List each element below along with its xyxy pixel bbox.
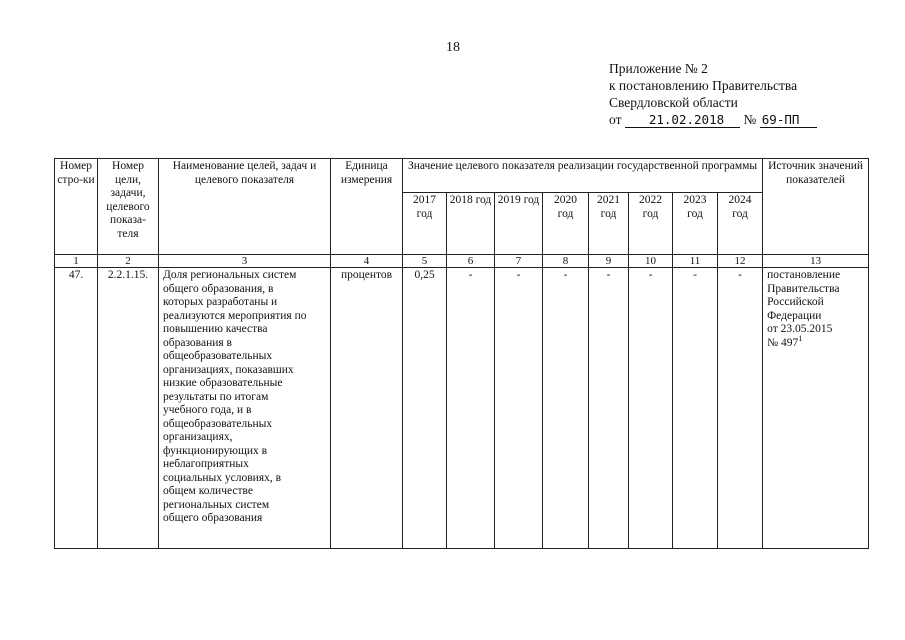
column-number: 8 xyxy=(543,255,589,268)
indicator-table xyxy=(54,158,869,549)
column-number-row xyxy=(55,255,869,268)
appendix-title: Приложение № 2 xyxy=(609,61,708,76)
date-prefix: от xyxy=(609,112,622,127)
unit: процентов xyxy=(331,268,403,549)
value-2022: - xyxy=(629,268,673,549)
table-row xyxy=(55,268,869,549)
header-row xyxy=(55,159,869,193)
appendix-header xyxy=(609,60,817,128)
header-year: 2019 год xyxy=(495,193,543,255)
header-name: Наименование целей, задач и целевого показателя xyxy=(159,159,331,255)
header-year: 2021 год xyxy=(589,193,629,255)
column-number: 7 xyxy=(495,255,543,268)
value-2019: - xyxy=(495,268,543,549)
source-cell xyxy=(763,268,869,549)
header-row-number: Номер стро-ки xyxy=(55,159,98,255)
value-2017: 0,25 xyxy=(403,268,447,549)
page-number: 18 xyxy=(446,40,460,55)
header-year: 2018 год xyxy=(447,193,495,255)
resolution-date: 21.02.2018 xyxy=(625,112,740,128)
header-year: 2023 год xyxy=(673,193,718,255)
column-number: 13 xyxy=(763,255,869,268)
appendix-date-line xyxy=(609,111,817,128)
header-unit: Единица измерения xyxy=(331,159,403,255)
column-number: 11 xyxy=(673,255,718,268)
header-year: 2024 год xyxy=(718,193,763,255)
header-source: Источник значений показателей xyxy=(763,159,869,255)
column-number: 5 xyxy=(403,255,447,268)
column-number: 3 xyxy=(159,255,331,268)
number-prefix: № xyxy=(743,112,757,127)
value-2018: - xyxy=(447,268,495,549)
header-task-number: Номер цели, задачи, целевого показа-теля xyxy=(98,159,159,255)
header-value-group: Значение целевого показателя реализации государственной программы xyxy=(403,159,763,193)
value-2021: - xyxy=(589,268,629,549)
header-year: 2022 год xyxy=(629,193,673,255)
column-number: 2 xyxy=(98,255,159,268)
column-number: 9 xyxy=(589,255,629,268)
task-number: 2.2.1.15. xyxy=(98,268,159,549)
header-year: 2020 год xyxy=(543,193,589,255)
source-text: постановление Правительства Российской Федерации от 23.05.2015 № 497 xyxy=(767,269,841,349)
value-2023: - xyxy=(673,268,718,549)
column-number: 6 xyxy=(447,255,495,268)
column-number: 10 xyxy=(629,255,673,268)
appendix-region-line: Свердловской области xyxy=(609,95,738,110)
source-footnote: 1 xyxy=(798,333,803,343)
column-number: 4 xyxy=(331,255,403,268)
value-2024: - xyxy=(718,268,763,549)
resolution-number: 69-ПП xyxy=(760,112,818,128)
row-number: 47. xyxy=(55,268,98,549)
appendix-resolution-line: к постановлению Правительства xyxy=(609,78,798,93)
column-number: 12 xyxy=(718,255,763,268)
value-2020: - xyxy=(543,268,589,549)
header-year: 2017 год xyxy=(403,193,447,255)
column-number: 1 xyxy=(55,255,98,268)
indicator-description: Доля региональных систем общего образования, в которых разработаны и реализуются мероприятия по повышению качества образования в общеобразовательных организациях, показавших низкие образовательные результаты по итогам учебного года, и в общеобразовательных организациях, функционирующих в неблагоприятных социальных условиях, в общем количестве региональных систем общего образования xyxy=(159,268,331,549)
